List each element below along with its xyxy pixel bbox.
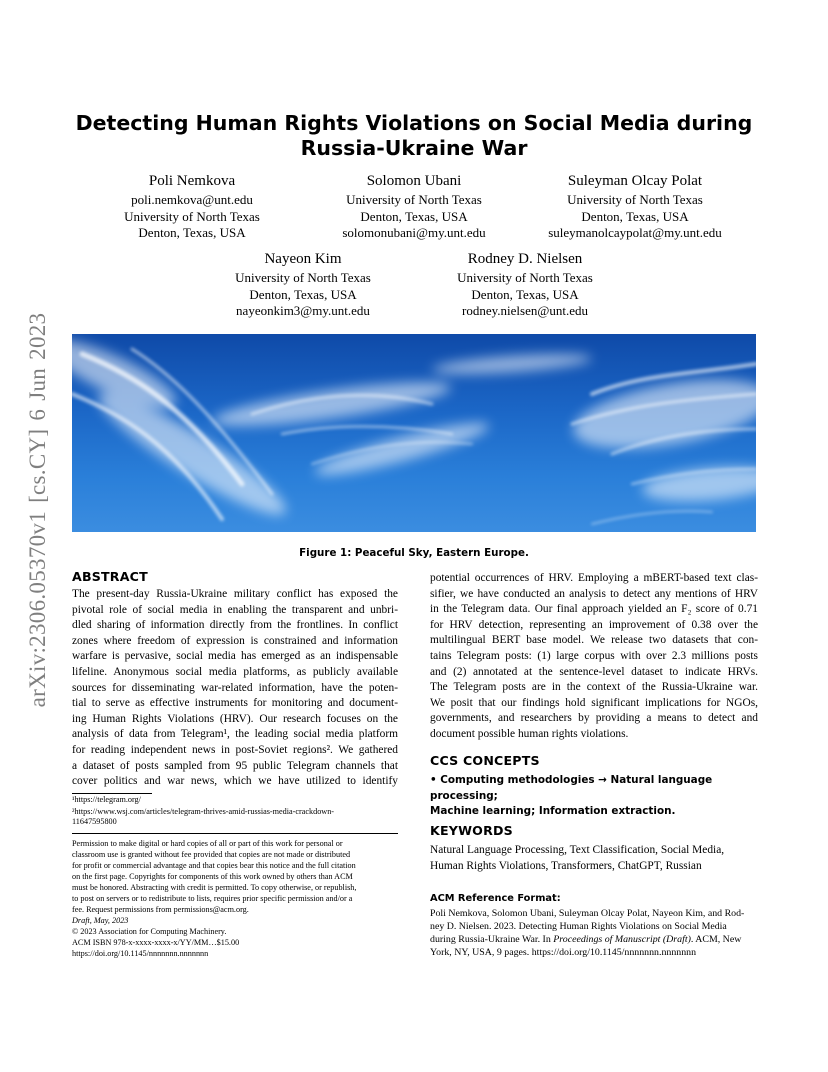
text-line: multilingual BERT base model. We release two datasets that con-: [430, 634, 758, 647]
text-line: The present-day Russia-Ukraine military conflict has exposed the: [72, 588, 398, 600]
author-email[interactable]: nayeonkim3@my.unt.edu: [236, 303, 370, 318]
author-email[interactable]: suleymanolcaypolat@my.unt.edu: [548, 225, 722, 240]
footnotes: [72, 795, 402, 827]
text-line: on the first page. Copyrights for components of this work owned by others than ACM: [72, 872, 353, 881]
reference-format-heading: ACM Reference Format:: [430, 893, 561, 904]
permission-notice: [72, 838, 398, 959]
author-email[interactable]: rodney.nielsen@unt.edu: [462, 303, 588, 318]
footnote-rule: [72, 793, 152, 794]
permission-rule: [72, 833, 398, 834]
text-line: ing Human Rights Violations (HRV). Our research focuses on the: [72, 712, 398, 725]
figure-caption: Figure 1: Peaceful Sky, Eastern Europe.: [299, 547, 529, 559]
ccs-line: Machine learning; Information extraction.: [430, 805, 676, 818]
author-block: [216, 250, 390, 320]
author-block: [438, 250, 612, 320]
author-name: Solomon Ubani: [366, 173, 462, 189]
text-line: Permission to make digital or hard copies of all or part of this work for personal or: [72, 839, 343, 848]
text-line: cover politics and war news, which we have utilized to identify: [72, 775, 398, 788]
abstract-right-column: [430, 571, 758, 743]
text-line: ACM ISBN 978-x-xxxx-xxxx-x/YY/MM…$15.00: [72, 938, 240, 947]
text-line: dled sharing of information directly from the frontlines. In conflict: [72, 619, 398, 632]
text-line: pivotal role of social media in enabling the transparent and unbri-: [72, 603, 398, 616]
ccs-heading: CCS CONCEPTS: [430, 753, 540, 768]
ccs-concepts: [430, 773, 760, 820]
text-line: warfare is pervasive, social media has emerged as an indispensable: [72, 650, 398, 663]
keywords-line: Natural Language Processing, Text Classification, Social Media,: [430, 844, 725, 856]
abstract-heading: ABSTRACT: [72, 569, 148, 584]
keywords-line: Human Rights Violations, Transformers, ChatGPT, Russian: [430, 859, 702, 872]
text-line: for reading independent news in post-Soviet regions². We gathered: [72, 743, 398, 756]
author-name: Rodney D. Nielsen: [467, 251, 583, 267]
text-line: for profit or commercial advantage and that copies bear this notice and the full citation: [72, 861, 356, 870]
doi-link[interactable]: https://doi.org/10.1145/nnnnnnn.nnnnnnn: [72, 949, 209, 958]
text-line: [430, 933, 758, 946]
footnote-2[interactable]: ²https://www.wsj.com/articles/telegram-thrives-amid-russias-media-crackdown-: [72, 807, 335, 816]
author-affiliation: University of North Texas: [457, 270, 593, 285]
author-location: Denton, Texas, USA: [138, 225, 246, 240]
text-line: classroom use is granted without fee provided that copies are not made or distributed: [72, 850, 351, 859]
paper-title: [72, 111, 756, 161]
text-line: to post on servers or to redistribute to lists, requires prior specific permission and/or a: [72, 894, 353, 903]
author-affiliation: University of North Texas: [346, 192, 482, 207]
author-affiliation: University of North Texas: [567, 192, 703, 207]
text-line: zones where freedom of expression is constrained and information: [72, 634, 398, 647]
text-line: a dataset of posts sampled from 95 public Telegram channels that: [72, 759, 398, 772]
keywords-heading: KEYWORDS: [430, 823, 513, 838]
text-line: sifier, we have conducted an analysis to detect any mentions of HRV: [430, 587, 758, 600]
author-name: Nayeon Kim: [264, 251, 342, 267]
text-line: ney D. Nielsen. 2023. Detecting Human Rights Violations on Social Media: [430, 921, 727, 932]
author-block: [102, 172, 282, 242]
text-line: document possible human rights violations.: [430, 727, 629, 740]
author-block: [540, 172, 730, 242]
text-line: and (2) annotated at the sentence-level dataset to indicate HRVs.: [430, 665, 758, 678]
footnote-1[interactable]: ¹https://telegram.org/: [72, 795, 141, 804]
text-line: © 2023 Association for Computing Machinery.: [72, 927, 227, 936]
author-location: Denton, Texas, USA: [249, 286, 357, 302]
text-line: in the Telegram data. Our final approach yielded an F₂ score of 0.71: [430, 603, 758, 616]
text-line: analysis of data from Telegram¹, the leading social media platform: [72, 728, 398, 741]
keywords-list: [430, 843, 760, 874]
author-email[interactable]: poli.nemkova@unt.edu: [131, 192, 253, 207]
author-email[interactable]: solomonubani@my.unt.edu: [342, 225, 486, 240]
ref-doi-line[interactable]: York, NY, USA, 9 pages. https://doi.org/10.1145/nnnnnnn.nnnnnnn: [430, 947, 697, 958]
reference-format: [430, 907, 758, 959]
ccs-line: • Computing methodologies → Natural language processing;: [430, 774, 713, 802]
author-location: Denton, Texas, USA: [471, 286, 579, 302]
text-line: governments, and researchers by providing a means to detect and: [430, 712, 758, 725]
text-line: tial to serve as effective instruments for monitoring and document-: [72, 697, 398, 710]
cloud-wisps: [72, 334, 756, 532]
author-name: Poli Nemkova: [148, 173, 236, 189]
venue: Draft, May, 2023: [72, 916, 129, 925]
title-line: Russia-Ukraine War: [300, 136, 528, 160]
arxiv-identifier: arXiv:2306.05370v1 [cs.CY] 6 Jun 2023: [25, 312, 50, 708]
text-line: sources for disseminating war-related information, have the poten-: [72, 681, 398, 694]
text-line: potential occurrences of HRV. Employing a mBERT-based text clas-: [430, 572, 758, 584]
ref-text: . ACM, New: [690, 934, 742, 945]
text-line: Poli Nemkova, Solomon Ubani, Suleyman Olcay Polat, Nayeon Kim, and Rod-: [430, 908, 745, 919]
author-affiliation: University of North Texas: [124, 208, 260, 224]
abstract-left-column: [72, 587, 398, 790]
author-location: Denton, Texas, USA: [581, 208, 689, 224]
author-block: [318, 172, 510, 242]
author-location: Denton, Texas, USA: [360, 208, 468, 224]
text-line: must be honored. Abstracting with credit is permitted. To copy otherwise, or republish,: [72, 883, 357, 892]
sky-photo: [72, 334, 756, 532]
text-line: fee. Request permissions from permissions@acm.org.: [72, 905, 249, 914]
text-line: tains Telegram posts: (1) large corpus with over 2.3 millions posts: [430, 649, 758, 662]
footnote-2-cont: 11647595800: [72, 817, 117, 826]
text-line: The Telegram posts are in the context of the Russia-Ukraine war.: [430, 681, 758, 694]
title-line: Detecting Human Rights Violations on Social Media during: [75, 111, 753, 135]
ref-text: during Russia-Ukraine War. In: [430, 934, 554, 945]
author-name: Suleyman Olcay Polat: [567, 173, 703, 189]
text-line: lifeline. Anonymous social media platforms, as publicly available: [72, 665, 398, 678]
ref-proceedings: Proceedings of Manuscript (Draft): [553, 934, 691, 945]
text-line: for HRV detection, representing an improvement of 0.38 over the: [430, 618, 758, 631]
author-affiliation: University of North Texas: [235, 270, 371, 285]
text-line: We posit that our findings hold significant implications for NGOs,: [430, 696, 758, 709]
